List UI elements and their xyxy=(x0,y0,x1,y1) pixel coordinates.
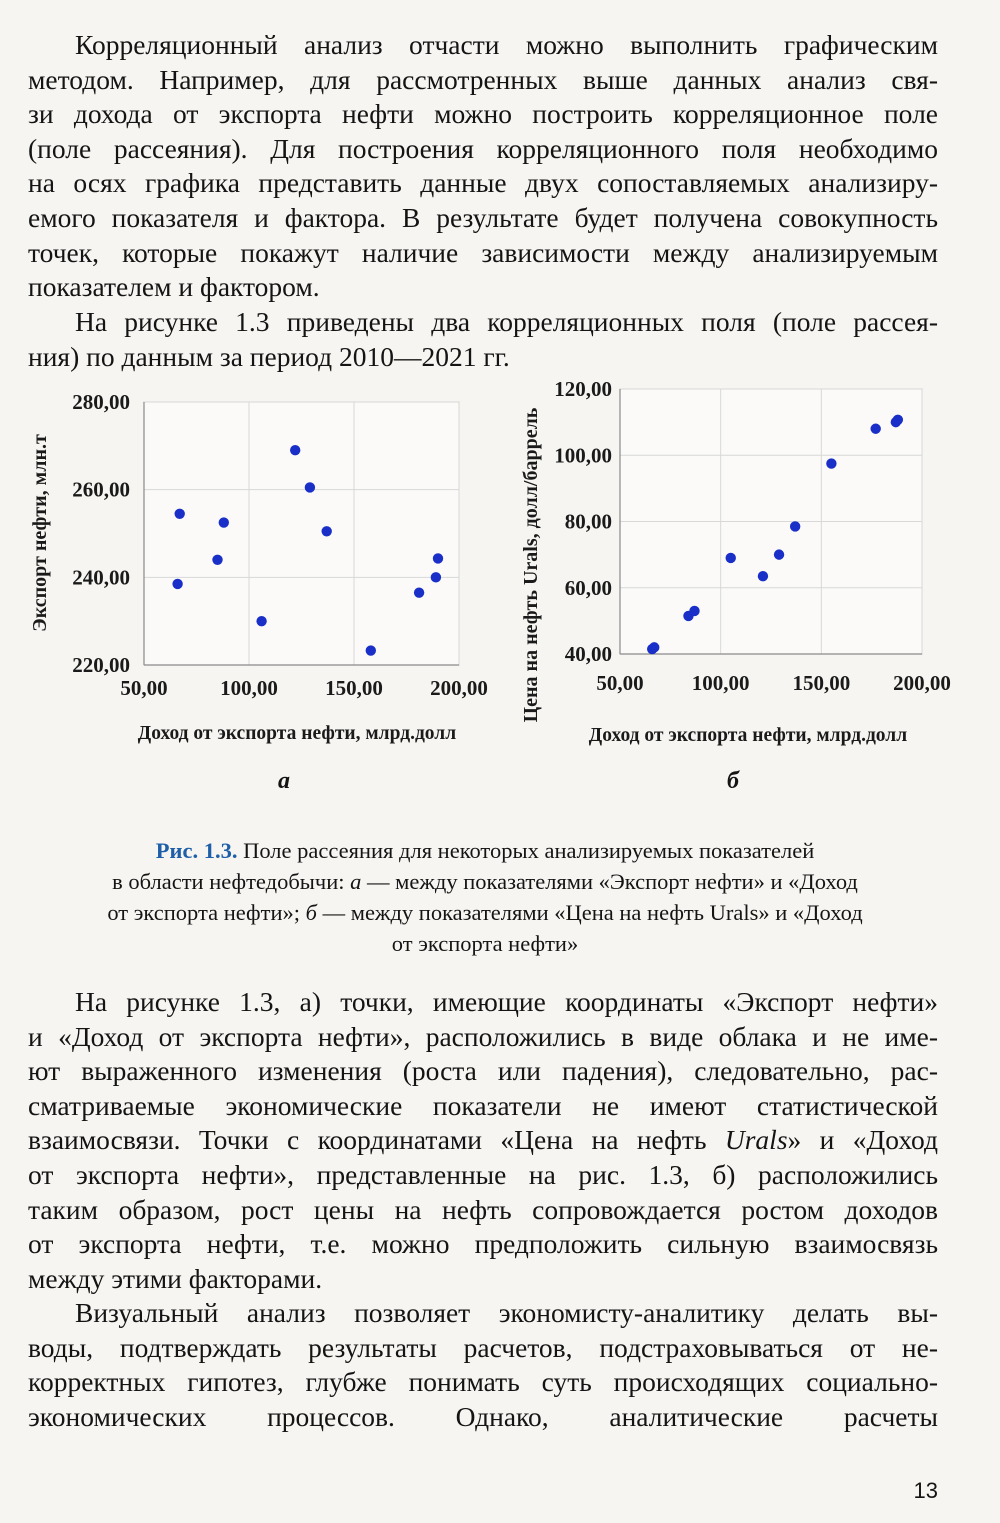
caption-text: в области нефтедобычи: xyxy=(112,869,351,894)
data-point xyxy=(758,571,768,581)
text-line: корректных гипотез, глубже понимать суть происходящих социально- xyxy=(28,1366,938,1398)
data-point xyxy=(649,642,659,652)
data-point xyxy=(414,587,424,597)
data-point xyxy=(774,549,784,559)
text-line: На рисунке 1.3 приведены два корреляционных поля (поле рассея- xyxy=(75,306,938,337)
plot-area xyxy=(144,402,459,665)
y-tick-label: 220,00 xyxy=(72,653,130,677)
x-tick-label: 150,00 xyxy=(792,671,851,695)
text-line: методом. Например, для рассмотренных выше данных анализ свя- xyxy=(28,63,938,95)
text-segment: » и «Доход xyxy=(787,1124,938,1156)
caption-text: Поле рассеяния для некоторых анализируемых показателей xyxy=(243,838,815,863)
text-line: ют выраженного изменения (роста или падения), следовательно, рас- xyxy=(28,1055,938,1087)
text-line: Визуальный анализ позволяет экономисту-аналитику делать вы- xyxy=(75,1297,938,1328)
paragraph-3 xyxy=(28,985,938,1296)
data-point xyxy=(366,645,376,655)
y-tick-label: 60,00 xyxy=(564,575,612,600)
y-tick-label: 280,00 xyxy=(72,390,130,414)
y-tick-label: 120,00 xyxy=(554,377,612,401)
y-axis-label: Цена на нефть Urals, долл/баррель xyxy=(520,407,542,723)
subfigure-label-b: б xyxy=(727,768,739,794)
figure-label: Рис. 1.3. xyxy=(155,838,238,863)
data-point xyxy=(290,445,300,455)
data-point xyxy=(431,572,441,582)
caption-text: — между показателями «Экспорт нефти» и «Доход xyxy=(361,869,858,894)
data-point xyxy=(826,458,836,468)
scatter-chart-b xyxy=(520,377,951,746)
x-tick-label: 200,00 xyxy=(893,671,951,695)
x-axis-label: Доход от экспорта нефти, млрд.долл xyxy=(137,723,457,744)
text-line: показателем и фактором. xyxy=(28,271,320,303)
text-line xyxy=(28,1123,938,1158)
text-line: от экспорта нефти», представленные на рис. 1.3, б) расположились xyxy=(28,1158,938,1190)
text-line: точек, которые покажут наличие зависимости между анализируемым xyxy=(28,236,938,268)
data-point xyxy=(212,555,222,565)
text-segment: взаимосвязи. Точки с координатами «Цена на нефть xyxy=(28,1124,725,1156)
x-tick-label: 100,00 xyxy=(691,671,750,695)
text-line: зи дохода от экспорта нефти можно построить корреляционное поле xyxy=(28,98,938,130)
data-point xyxy=(689,606,699,616)
text-line: емого показателя и фактора. В результате будет получена совокупность xyxy=(28,201,938,233)
y-tick-label: 240,00 xyxy=(72,565,130,590)
caption-text: от экспорта нефти» xyxy=(391,931,579,956)
data-point xyxy=(726,553,736,563)
text-line: На рисунке 1.3, а) точки, имеющие координаты «Экспорт нефти» xyxy=(75,986,938,1017)
y-tick-label: 100,00 xyxy=(554,443,612,468)
scatter-chart-a xyxy=(29,390,488,744)
subfigure-label-a: а xyxy=(278,768,290,794)
caption-letter-a: а xyxy=(350,869,362,894)
urals-term: Urals xyxy=(724,1124,788,1156)
x-tick-label: 50,00 xyxy=(596,671,644,695)
text-line: между этими факторами. xyxy=(28,1262,323,1294)
text-line: воды, подтверждать результаты расчетов, подстраховываться от не- xyxy=(28,1331,938,1363)
data-point xyxy=(893,415,903,425)
text-line: сматриваемые экономические показатели не имеют статистической xyxy=(28,1089,938,1121)
y-tick-label: 260,00 xyxy=(72,477,130,502)
data-point xyxy=(175,509,185,519)
data-point xyxy=(870,424,880,434)
text-line: (поле рассеяния). Для построения корреляционного поля необходимо xyxy=(28,132,938,164)
data-point xyxy=(305,482,315,492)
x-tick-label: 150,00 xyxy=(325,676,383,700)
caption-text: от экспорта нефти»; xyxy=(107,900,306,925)
text-line: Корреляционный анализ отчасти можно выполнить графическим xyxy=(75,29,938,60)
text-line: экономических процессов. Однако, аналитические расчеты xyxy=(28,1400,938,1432)
y-tick-label: 40,00 xyxy=(564,642,612,666)
data-point xyxy=(219,517,229,527)
caption-letter-b: б xyxy=(305,900,317,925)
data-point xyxy=(790,521,800,531)
data-point xyxy=(433,553,443,563)
y-axis-label: Экспорт нефти, млн.т xyxy=(29,434,51,632)
figure-caption xyxy=(20,835,950,959)
caption-text: — между показателями «Цена на нефть Urals» и «Доход xyxy=(316,900,863,925)
x-tick-label: 200,00 xyxy=(430,676,488,700)
x-tick-label: 100,00 xyxy=(220,676,278,700)
text-line: на осях графика представить данные двух сопоставляемых анализиру- xyxy=(28,167,938,199)
data-point xyxy=(172,579,182,589)
paragraph-4 xyxy=(28,1296,938,1434)
text-line: и «Доход от экспорта нефти», расположились в виде облака и не име- xyxy=(28,1020,938,1052)
y-tick-label: 80,00 xyxy=(564,509,612,534)
x-axis-label: Доход от экспорта нефти, млрд.долл xyxy=(588,725,908,746)
text-line: от экспорта нефти, т.е. можно предположить сильную взаимосвязь xyxy=(28,1228,938,1260)
page-number: 13 xyxy=(913,1478,938,1503)
text-line: таким образом, рост цены на нефть сопровождается ростом доходов xyxy=(28,1193,938,1225)
data-point xyxy=(322,526,332,536)
text-line: ния) по данным за период 2010—2021 гг. xyxy=(28,340,510,372)
x-tick-label: 50,00 xyxy=(120,676,168,700)
data-point xyxy=(256,616,266,626)
